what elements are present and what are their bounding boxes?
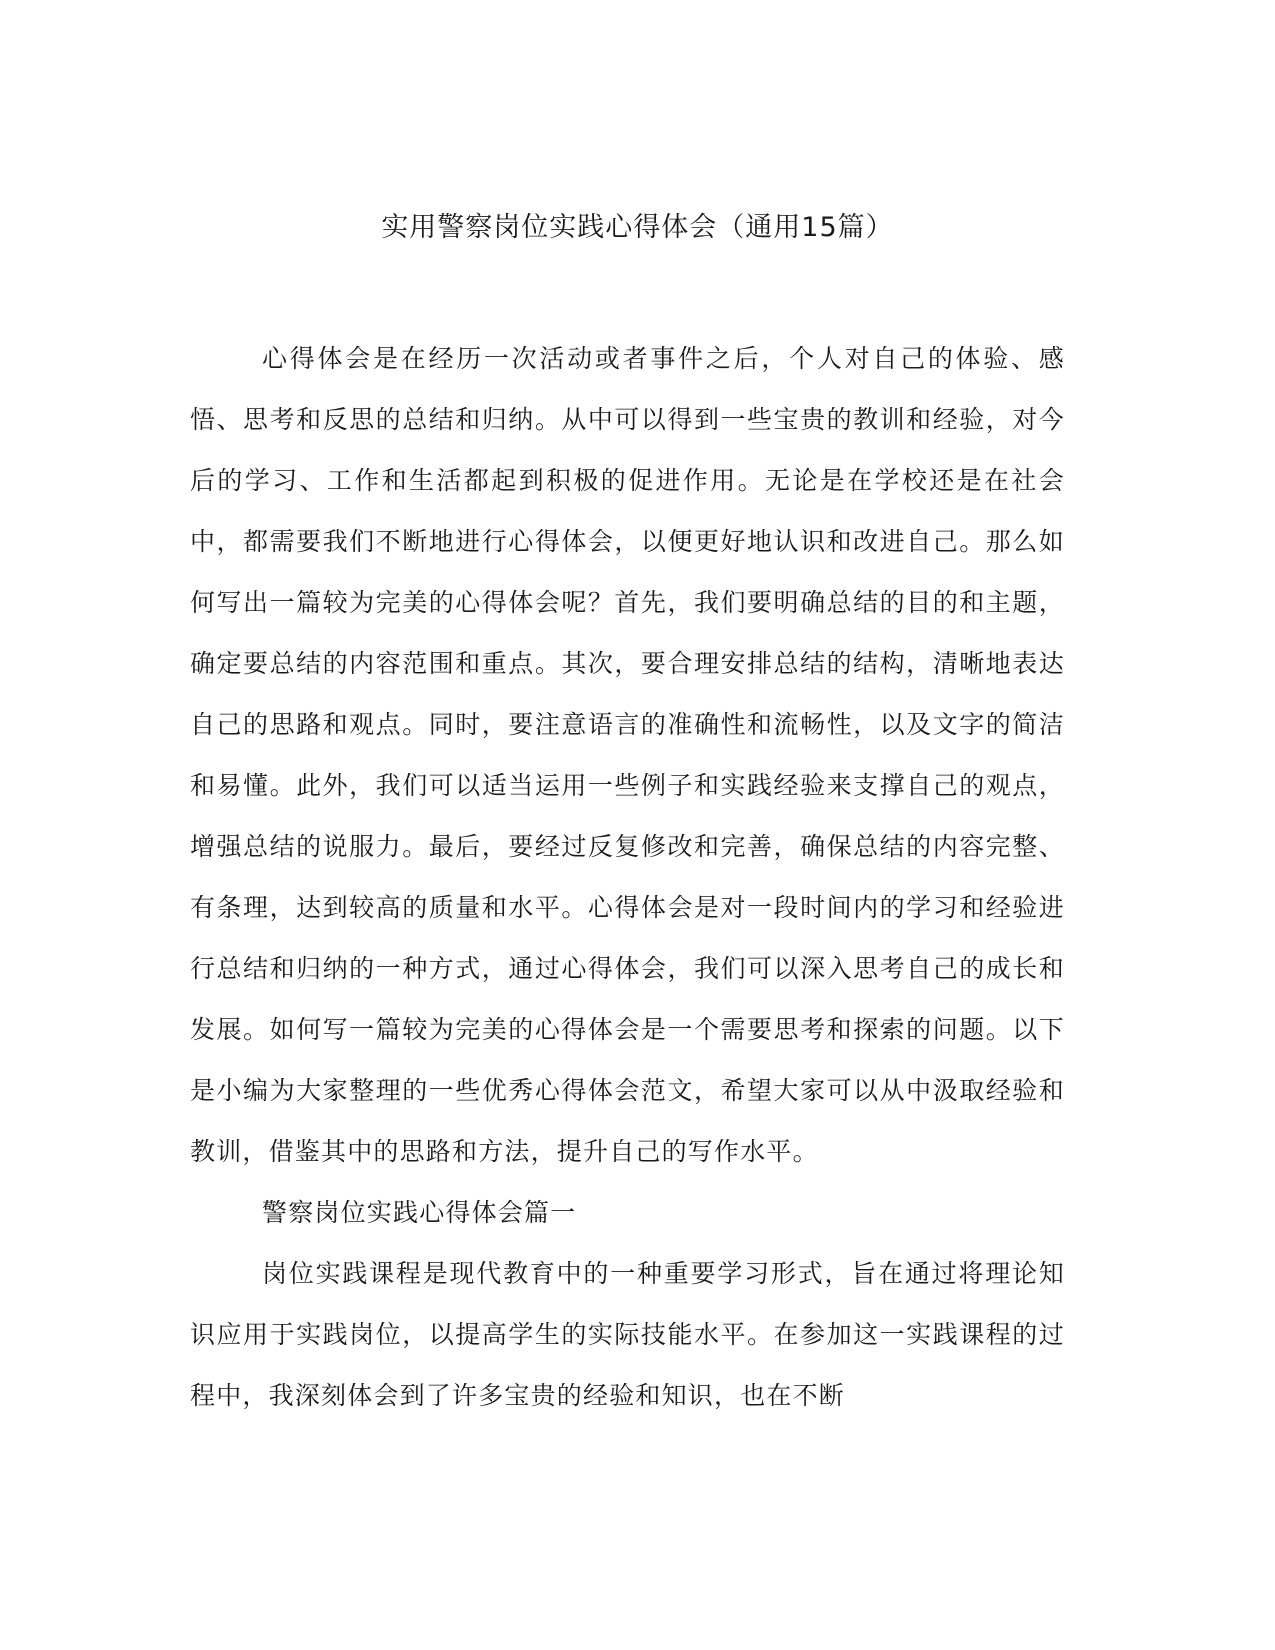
section-paragraph: 岗位实践课程是现代教育中的一种重要学习形式，旨在通过将理论知识应用于实践岗位，以提高学生的实际技能水平。在参加这一实践课程的过程中，我深刻体会到了许多宝贵的经验和知识，也在不断 [190, 1259, 1065, 1410]
document-title: 实用警察岗位实践心得体会（通用15篇） [381, 212, 894, 243]
intro-paragraph: 心得体会是在经历一次活动或者事件之后，个人对自己的体验、感悟、思考和反思的总结和归纳。从中可以得到一些宝贵的教训和经验，对今后的学习、工作和生活都起到积极的促进作用。无论是在学校还是在社会中，都需要我们不断地进行心得体会，以便更好地认识和改进自己。那么如何写出一篇较为完美的心得体会呢？首先，我们要明确总结的目的和主题，确定要总结的内容范围和重点。其次，要合理安排总结的结构，清晰地表达自己的思路和观点。同时，要注意语言的准确性和流畅性，以及文字的简洁和易懂。此外，我们可以适当运用一些例子和实践经验来支撑自己的观点，增强总结的说服力。最后，要经过反复修改和完善，确保总结的内容完整、有条理，达到较高的质量和水平。心得体会是对一段时间内的学习和经验进行总结和归纳的一种方式，通过心得体会，我们可以深入思考自己的成长和发展。如何写一篇较为完美的心得体会是一个需要思考和探索的问题。以下是小编为大家整理的一些优秀心得体会范文，希望大家可以从中汲取经验和教训，借鉴其中的思路和方法，提升自己的写作水平。 [190, 344, 1065, 1166]
section-heading: 警察岗位实践心得体会篇一 [262, 1198, 577, 1227]
